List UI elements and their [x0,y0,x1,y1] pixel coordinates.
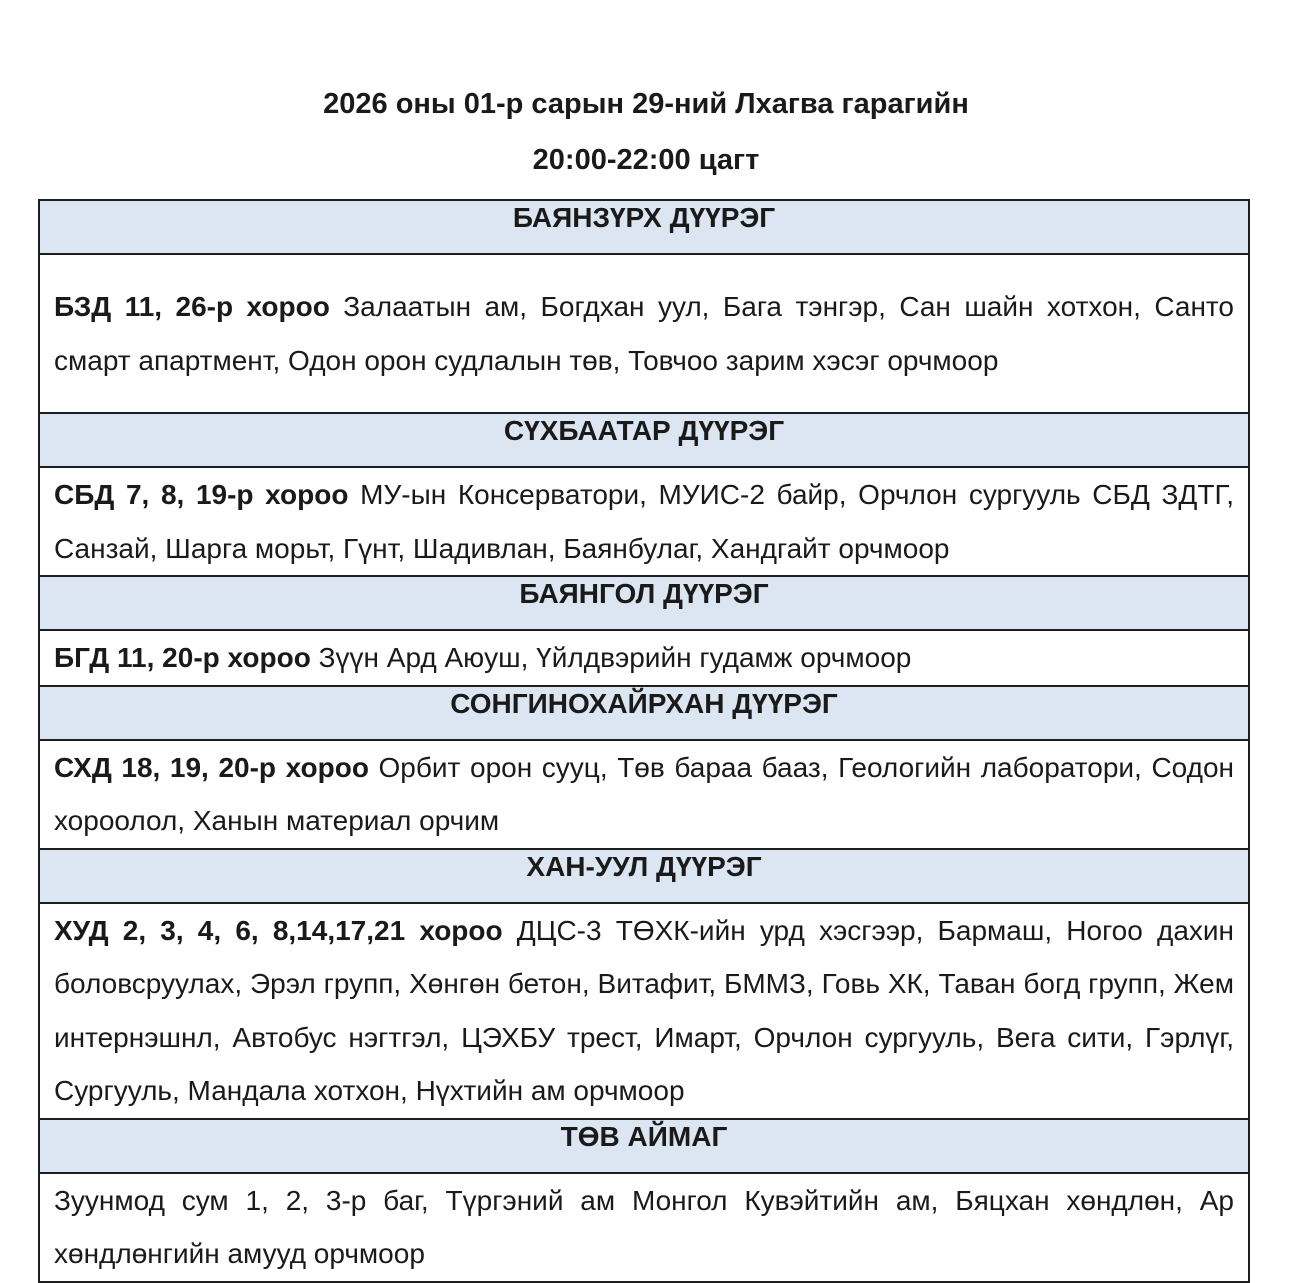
district-body-row [39,254,1249,413]
district-body-row [39,1173,1249,1282]
district-header: ХАН-УУЛ ДҮҮРЭГ [39,849,1249,903]
district-header-row [39,200,1249,254]
district-body-row [39,630,1249,686]
district-areas [39,1173,1249,1282]
district-areas [39,467,1249,576]
district-header-row [39,849,1249,903]
district-header-row [39,413,1249,467]
area-list: МУ-ын Консерватори, МУИС-2 байр, Орчлон сургууль СБД ЗДТГ, Санзай, Шарга морьт, Гүнт, Шадивлан, Баянбулаг, Хандгайт орчмоор [54,479,1234,564]
khoroo-label: БГД 11, 20-р хороо [54,642,311,673]
district-header-row [39,686,1249,740]
district-areas [39,630,1249,686]
district-header-row [39,576,1249,630]
khoroo-label: СХД 18, 19, 20-р хороо [54,751,369,783]
area-list: ДЦС-3 ТӨХК-ийн урд хэсгээр, Бармаш, Ногоо дахин боловсруулах, Эрэл групп, Хөнгөн бетон, Витафит, БММЗ, Говь ХК, Таван богд групп, Жем интернэшнл, Автобус нэгтгэл, ЦЭХБУ трест, Имарт, Орчлон сургууль, Вега сити, Гэрлүг, Сургууль, Мандала хотхон, Нүхтийн ам орчмоор [54,914,1234,1106]
district-areas [39,903,1249,1119]
khoroo-label: СБД 7, 8, 19-р хороо [54,479,349,510]
area-list: Зүүн Ард Аюуш, Үйлдвэрийн гудамж орчмоор [310,642,912,673]
outage-schedule-table [38,199,1250,1283]
khoroo-label: БЗД 11, 26-р хороо [54,291,330,322]
district-header-row [39,1119,1249,1173]
schedule-date-title: 2026 оны 01-р сарын 29-ний Лхагва гарагийн [323,88,969,120]
schedule-time-title: 20:00-22:00 цагт [532,144,760,176]
district-areas [39,254,1249,413]
district-header: СОНГИНОХАЙРХАН ДҮҮРЭГ [39,686,1249,740]
area-list: Орбит орон сууц, Төв бараа бааз, Геологийн лаборатори, Содон хороолол, Ханын материал орчим [54,751,1234,836]
district-body-row [39,903,1249,1119]
area-list: Залаатын ам, Богдхан уул, Бага тэнгэр, Сан шайн хотхон, Санто смарт апартмент, Одон орон судлалын төв, Товчоо зарим хэсэг орчмоор [54,291,1234,376]
district-body-row [39,467,1249,576]
district-body-row [39,740,1249,849]
area-list: Зуунмод сум 1, 2, 3-р баг, Түргэний ам Монгол Кувэйтийн ам, Бяцхан хөндлөн, Ар хөндлөнгийн амууд орчмоор [54,1184,1234,1269]
district-areas [39,740,1249,849]
district-header: ТӨВ АЙМАГ [39,1119,1249,1173]
district-header: БАЯНГОЛ ДҮҮРЭГ [39,576,1249,630]
khoroo-label: ХУД 2, 3, 4, 6, 8,14,17,21 хороо [54,914,503,946]
district-header: БАЯНЗҮРХ ДҮҮРЭГ [39,200,1249,254]
district-header: СҮХБААТАР ДҮҮРЭГ [39,413,1249,467]
